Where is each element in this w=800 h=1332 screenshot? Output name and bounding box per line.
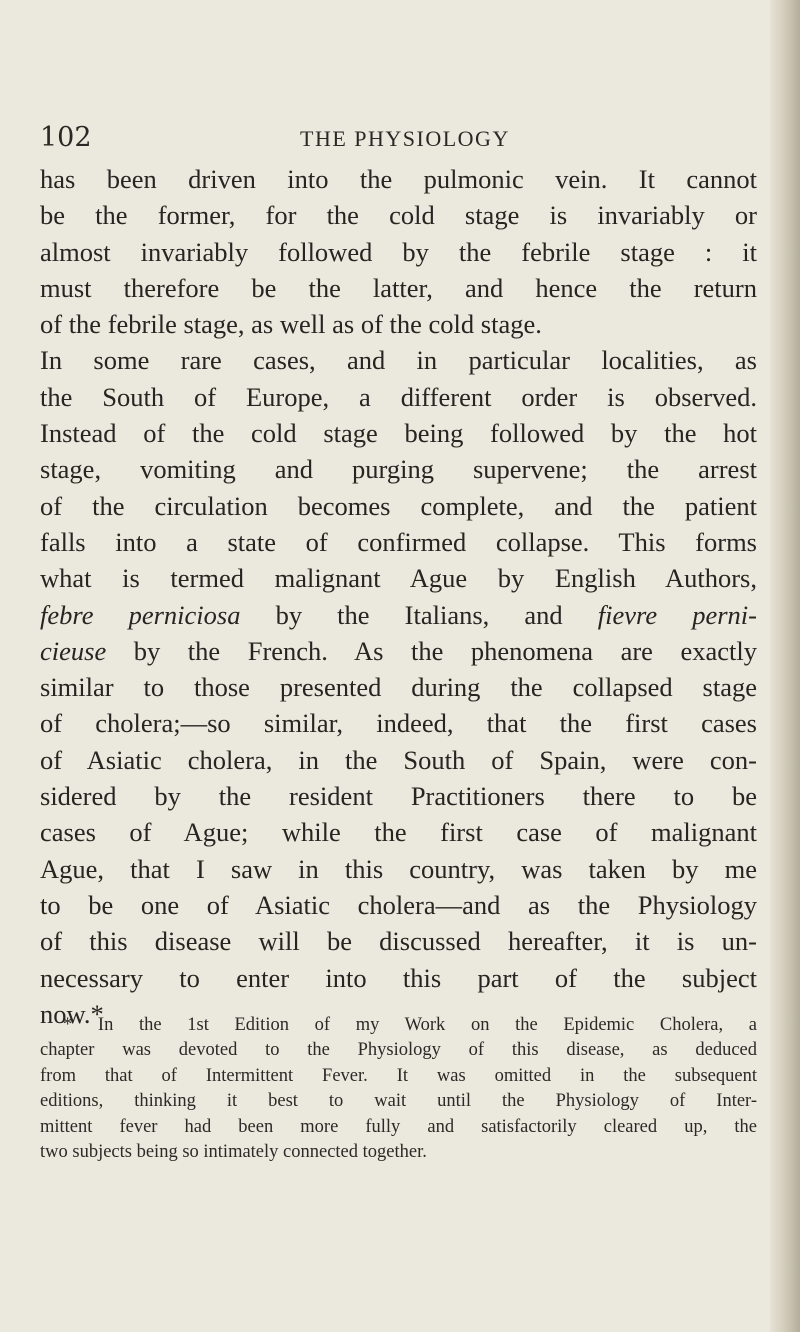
italic-phrase: febre perniciosa — [40, 599, 241, 630]
body-line-italic-mix — [40, 633, 757, 669]
page-edge-shadow — [770, 0, 800, 1332]
body-line: In some rare cases, and in particular localities, as — [40, 345, 757, 376]
body-fragment: by the Italians, and — [240, 599, 598, 630]
body-line: Instead of the cold stage being followed by the hot — [40, 418, 757, 449]
running-head: THE PHYSIOLOGY — [300, 126, 510, 151]
body-line: almost invariably followed by the febrile stage : it — [40, 236, 757, 267]
body-line: stage, vomiting and purging supervene; the arrest — [40, 454, 757, 485]
body-line: cases of Ague; while the first case of malignant — [40, 817, 757, 848]
body-line: of the febrile stage, as well as of the cold stage. — [40, 309, 542, 340]
body-line: falls into a state of confirmed collapse. This forms — [40, 526, 757, 557]
body-line: now.* — [40, 998, 104, 1029]
body-line: must therefore be the latter, and hence the return — [40, 272, 757, 303]
body-line: of the circulation becomes complete, and the patient — [40, 490, 757, 521]
footnote-line: from that of Intermittent Fever. It was omitted in the subsequent — [40, 1065, 757, 1086]
body-line: necessary to enter into this part of the subject — [40, 962, 757, 993]
italic-phrase: fievre perni- — [597, 599, 757, 630]
footnote-line: chapter was devoted to the Physiology of this disease, as deduced — [40, 1040, 757, 1061]
footnote-line: mittent fever had been more fully and satisfactorily cleared up, the — [40, 1116, 757, 1137]
body-line-italic-mix — [40, 597, 757, 633]
footnote-line: two subjects being so intimately connected together. — [40, 1142, 427, 1163]
page-header — [40, 122, 760, 162]
body-text — [40, 161, 757, 1032]
body-line: to be one of Asiatic cholera—and as the Physiology — [40, 889, 757, 920]
page-number: 102 — [40, 122, 92, 153]
body-line: of Asiatic cholera, in the South of Spain, were con- — [40, 744, 757, 775]
body-line: similar to those presented during the collapsed stage — [40, 672, 757, 703]
footnote-line: editions, thinking it best to wait until the Physiology of Inter- — [40, 1091, 757, 1112]
body-line: of this disease will be discussed hereafter, it is un- — [40, 926, 757, 957]
body-line: has been driven into the pulmonic vein. It cannot — [40, 164, 757, 194]
italic-phrase: cieuse — [40, 635, 107, 666]
body-line: the South of Europe, a different order is observed. — [40, 381, 757, 412]
body-line: Ague, that I saw in this country, was taken by me — [40, 853, 757, 884]
body-line: be the former, for the cold stage is invariably or — [40, 200, 757, 231]
body-line: of cholera;—so similar, indeed, that the first cases — [40, 708, 757, 739]
footnote-line: * In the 1st Edition of my Work on the Epidemic Cholera, a — [63, 1015, 757, 1035]
body-line: sidered by the resident Practitioners there to be — [40, 781, 757, 812]
footnote — [40, 1013, 757, 1165]
body-line: what is termed malignant Ague by English Authors, — [40, 563, 757, 594]
body-fragment: by the French. As the phenomena are exactly — [106, 635, 757, 666]
